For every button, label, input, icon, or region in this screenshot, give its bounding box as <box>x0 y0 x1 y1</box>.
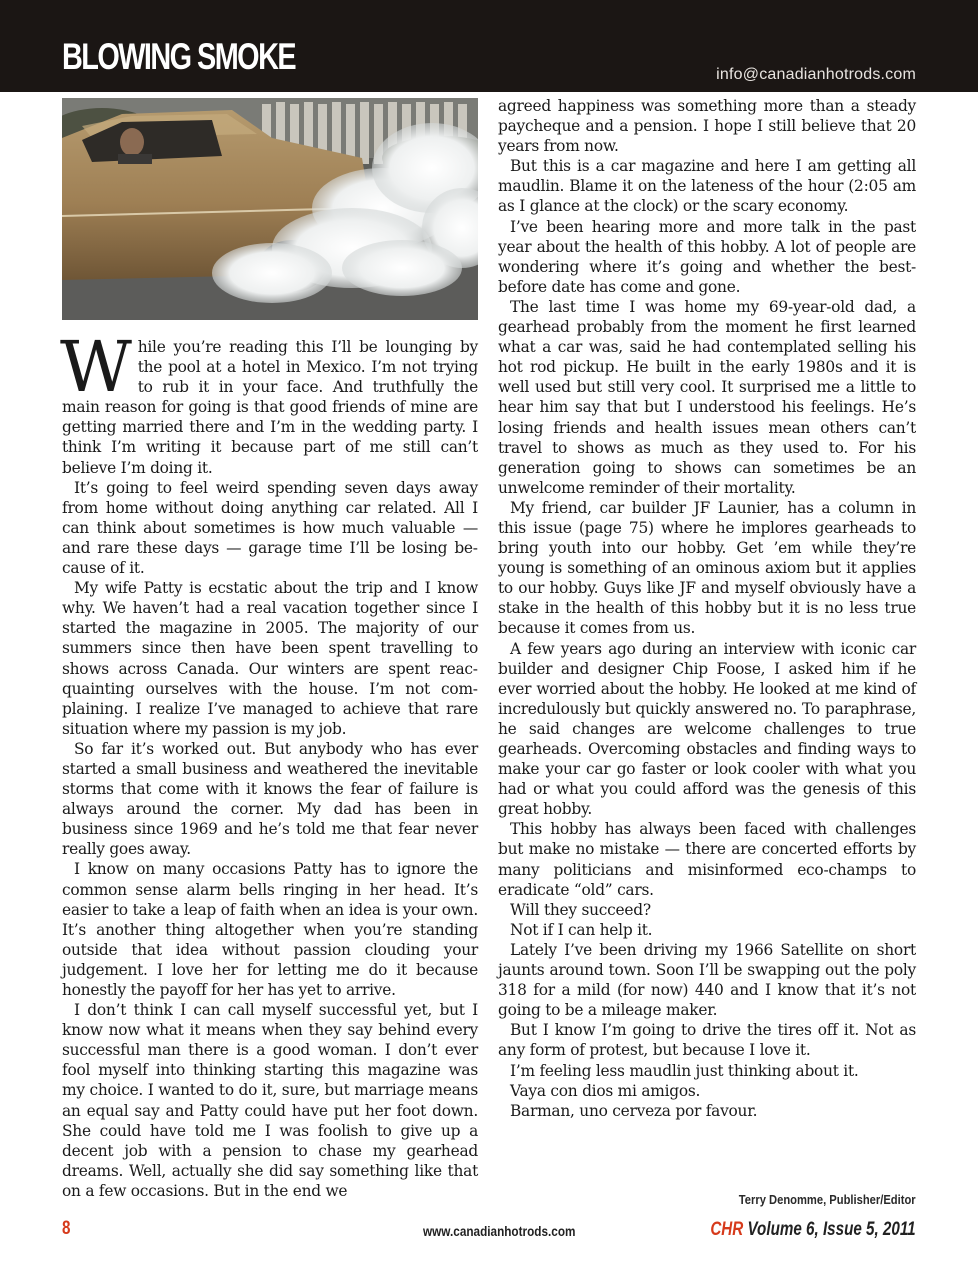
article-paragraph: Lately I’ve been driving my 1966 Satellite on short jaunts around town. Soon I’ll be swapping out the poly 318 for a mild (for now) 440 and I know that it’s not going to be a mileage maker. <box>498 940 916 1020</box>
article-paragraph: So far it’s worked out. But anybody who has ever started a small business and weathered the inevitable storms that come with it knows the fear of failure is always around the corner. My dad has been in business since 1969 and he’s told me that fear never really goes away. <box>62 739 478 859</box>
contact-email[interactable]: info@canadianhotrods.com <box>716 66 916 83</box>
article-paragraph: I’m feeling less maudlin just thinking about it. <box>510 1061 859 1080</box>
article-paragraph: It’s going to feel weird spending seven days away from home without doing anything car related. All I can think about sometimes is how much valuable — and rare these days — garage time I’ll be losing because of it. <box>62 478 478 578</box>
article-photo <box>62 98 478 320</box>
article-paragraph: But this is a car magazine and here I am getting all maudlin. Blame it on the lateness of the hour (2:05 am as I glance at the clock) or the scary economy. <box>498 157 916 216</box>
article-paragraph: Not if I can help it. <box>510 920 653 939</box>
article-paragraph: A few years ago during an interview with iconic car builder and designer Chip Foose, I asked him if he ever worried about the hobby. He looked at me kind of incredulously but quickly answered no. To paraphrase, he said changes are welcome challenges to true gearheads. Overcoming obstacles and finding ways to make your car go faster or look cooler with what you had or what you could afford was the genesis of this great hobby. <box>498 639 916 819</box>
author-byline: Terry Denomme, Publisher/Editor <box>739 1192 916 1207</box>
burnout-photo <box>62 98 478 320</box>
article-paragraph: Barman, uno cerveza por favour. <box>510 1101 758 1120</box>
drop-cap: W <box>60 326 132 408</box>
article-paragraph: Vaya con dios mi amigos. <box>510 1081 701 1100</box>
article-column-right <box>498 96 916 1121</box>
issue-volume: Volume 6, Issue 5, 2011 <box>743 1219 916 1240</box>
article-paragraph: I don’t think I can call myself successful yet, but I know now what it means when they say behind every successful man there is a good woman. I don’t ever fool myself into thinking starting this magazine was my choice. I wanted to do it, sure, but marriage means an equal say and Patty could have put her foot down. She could have told me I was foolish to give up a decent job with a pension to chase my gearhead dreams. Well, actually she did say something like that on a few occasions. But in the end we <box>62 1001 478 1200</box>
magazine-brand: CHR <box>710 1219 744 1240</box>
issue-info <box>711 1219 916 1241</box>
header-bar <box>0 0 978 92</box>
page-number: 8 <box>62 1218 71 1239</box>
article-paragraph: agreed happiness was something more than a steady paycheque and a pension. I hope I still believe that 20 years from now. <box>498 97 916 156</box>
article-paragraph: My friend, car builder JF Launier, has a column in this issue (page 75) where he implores gearheads to bring youth into our hobby. Get ’em while they’re young is something of an ominous axiom but it applies to our hobby. Guys like JF and myself obviously have a stake in the health of this hobby but it is no less true because it comes from us. <box>498 498 916 638</box>
article-paragraph: Will they succeed? <box>510 900 651 919</box>
article-paragraph: I’ve been hearing more and more talk in the past year about the health of this hobby. A lot of people are wondering where it’s going and whether the best-before date has come and gone. <box>498 217 916 296</box>
article-paragraph: While you’re reading this I’ll be lounging by the pool at a hotel in Mexico. I’m not trying to rub it in your face. And truthfully the main reason for going is that good friends of mine are getting married there and I’m in the wedding party. I think I’m writing it because part of me still can’t believe I’m doing it. <box>60 326 478 477</box>
article-paragraph: But I know I’m going to drive the tires off it. Not as any form of protest, but because I love it. <box>498 1021 916 1060</box>
article-paragraph: This hobby has always been faced with challenges but make no mistake — there are concerted efforts by many politicians and misinformed eco-champs to eradicate “old” cars. <box>498 820 916 899</box>
article-column-left <box>60 326 478 1201</box>
article-paragraph: The last time I was home my 69-year-old dad, a gearhead probably from the moment he first learned what a car was, said he had contemplated selling his hot rod pickup. He built in the early 1980s and it is well used but still very cool. It surprised me a little to hear him say that but I understood his feelings. He’s losing friends and health issues mean others can’t travel to shows as much as they used to. For his generation going to shows can sometimes be an unwelcome reminder of their mortality. <box>498 297 916 497</box>
section-title: BLOWING SMOKE <box>62 36 296 77</box>
article-paragraph: I know on many occasions Patty has to ignore the common sense alarm bells ringing in her head. It’s easier to take a leap of faith when an idea is your own. It’s another thing altogether when you’re standing outside that idea without passion clouding your judgement. I love her for letting me do it because honestly the payoff for her has yet to arrive. <box>62 860 478 999</box>
footer-website-link[interactable]: www.canadianhotrods.com <box>423 1223 576 1239</box>
article-paragraph: My wife Patty is ecstatic about the trip and I know why. We haven’t had a real vacation together since I started the magazine in 2005. The majority of our summers since then have been spent travelling to shows across Canada. Our winters are spent reacquainting ourselves with the house. I’m not complaining. I realize I’ve managed to achieve that rare situation where my passion is my job. <box>62 579 478 738</box>
